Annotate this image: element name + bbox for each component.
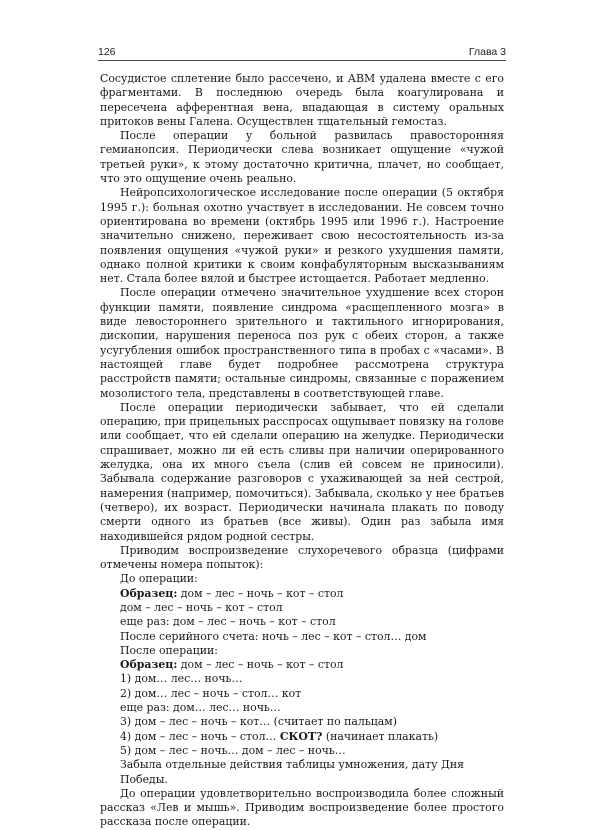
recall-line: 2) дом… лес – ночь – стол… кот [120,686,302,700]
paragraph: После операции периодически забывает, что ей сделали операцию, при прицельных расспросах ощупывает повязку на голове или сообщает, что ей сделали операцию на желудке. Периодически спрашивает, можно ли ей есть сливы при наличии оперированного желудка, она их много съела (слив ей совсем не приносили). Забывала содержание разговоров с ухаживающей за ней сестрой, намерения (например, помочиться). Забывала, сколько у нее братьев (четверо), их возраст. Периодически начинала плакать по поводу смерти одного из братьев (все живы). Один раз забыла имя находившейся рядом родной сестры. [100,400,504,543]
chapter-title: Глава 3 [468,46,506,58]
page-number: 126 [98,46,116,58]
recall-line: 3) дом – лес – ночь – кот… (считает по пальцам) [120,715,397,729]
paragraph: После операции отмечено значительное ухудшение всех сторон функции памяти, появление синдрома «расщепленного мозга» в виде левостороннего зрительного и тактильного игнорирования, дископии, нарушения переноса поз рук с обеих сторон, а также усугубления ошибок пространственного типа в пробах с «часами». В настоящей главе будет подробнее рассмотрена структура расстройств памяти; остальные синдромы, связанные с поражением мозолистого тела, представлены в соответствующей главе. [100,286,504,400]
page-body [100,72,504,830]
after-heading: После операции: [120,643,218,657]
recall-line: дом – лес – ночь – кот – стол [120,600,283,614]
recall-line: 5) дом – лес – ночь… дом – лес – ночь… [120,743,346,757]
paragraph: Приводим воспроизведение слухоречевого образца (цифрами отмечены номера попыток): [100,543,504,572]
paragraph: После операции у больной развилась правосторонняя гемианопсия. Периодически слева возникает ощущение «чужой третьей руки», к этому достаточно критична, плачет, но сообщает, что это ощущение очень реально. [100,129,504,186]
sample-label: Образец: [120,658,178,672]
paragraph: Нейропсихологическое исследование после операции (5 октября 1995 г.): больная охотно участвует в исследовании. Не совсем точно ориентирована во времени (октябрь 1995 или 1996 г.). Настроение значительно снижено, переживает свою несостоятельность из-за появления ощущения «чужой руки» и резкого ухудшения памяти, однако полной критики к своим конфабуляторным высказываниям нет. Стала более вялой и быстрее истощается. Работает медленно. [100,186,504,286]
after-sample [100,658,504,672]
recall-comment: (начинает плакать) [322,729,439,743]
sample-words: дом – лес – ночь – кот – стол [177,658,344,672]
recall-line: 1) дом… лес… ночь… [120,672,243,686]
paragraph: Сосудистое сплетение было рассечено, и АВМ удалена вместе с его фрагментами. В последнюю очередь была коагулирована и пересечена афферентная вена, впадающая в систему оральных притоков вены Галена. Осуществлен тщательный гемостаз. [100,72,504,128]
sample-words: дом – лес – ночь – кот – стол [177,586,344,600]
paragraph: До операции удовлетворительно воспроизводила более сложный рассказ «Лев и мышь». Приводим воспроизведение более простого рассказа после операции. [100,786,504,829]
recall-line: еще раз: дом – лес – ночь – кот – стол [120,615,336,629]
before-heading: До операции: [120,572,198,586]
recall-line [100,730,504,744]
sample-label: Образец: [120,586,178,600]
header-rule [98,60,506,61]
recall-note: Забыла отдельные действия таблицы умножения, дату Дня Победы. [120,758,464,786]
before-sample [100,587,504,601]
recall-error-word: СКОТ? [279,729,323,743]
recall-line: еще раз: дом… лес… ночь… [120,701,281,715]
recall-line: После серийного счета: ночь – лес – кот – стол… дом [120,629,427,643]
recall-text: 4) дом – лес – ночь – стол… [120,729,280,743]
